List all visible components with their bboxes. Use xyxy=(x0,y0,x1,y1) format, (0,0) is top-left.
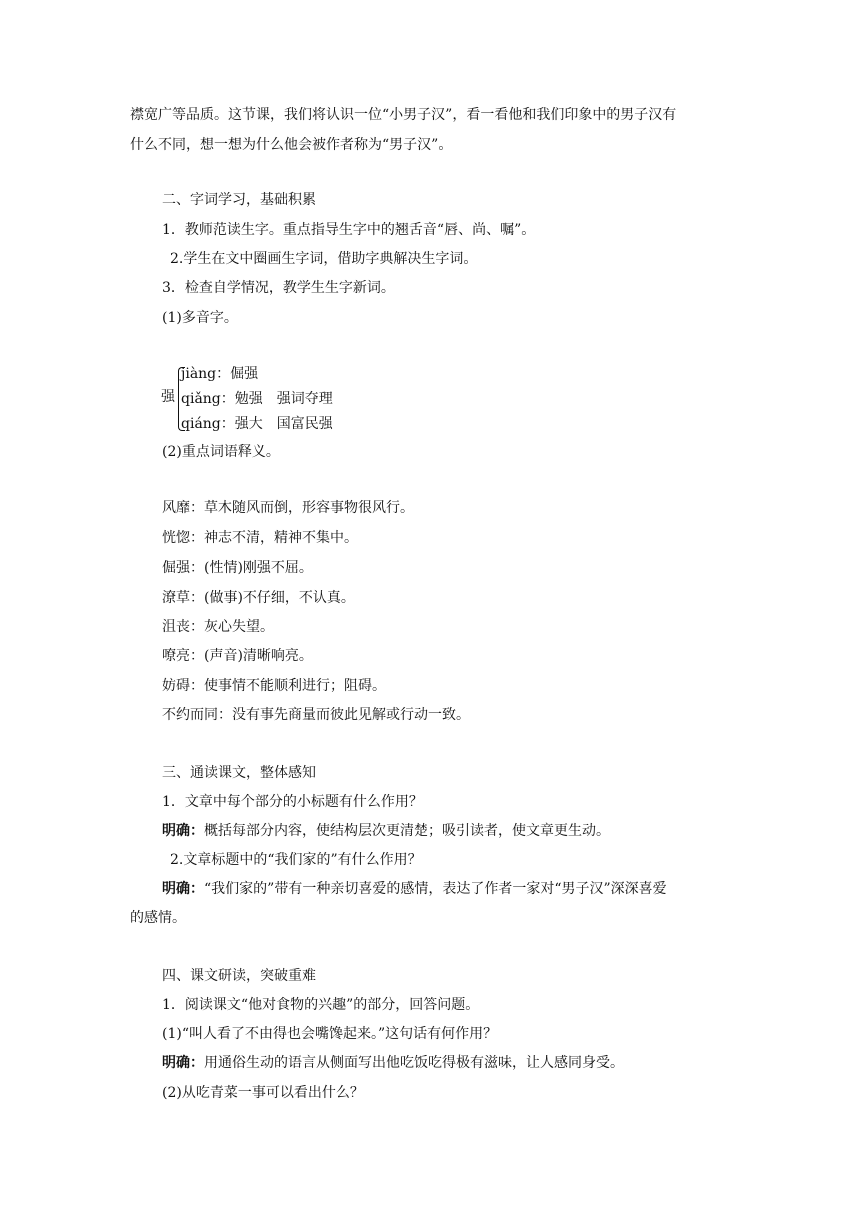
polyphone-reading-3: qiáng：强大 国富民强 xyxy=(181,416,333,432)
sub-question-2: (2)从吃青菜一事可以看出什么？ xyxy=(162,1085,364,1101)
question-1: 1．文章中每个部分的小标题有什么作用？ xyxy=(162,794,423,810)
section-4-heading: 四、课文研读，突破重难 xyxy=(162,968,316,984)
definition-item: 嘹亮：(声音)清晰响亮。 xyxy=(162,648,313,664)
answer-text: 用通俗生动的语言从侧面写出他吃饭吃得极有滋味，让人感同身受。 xyxy=(204,1055,624,1071)
polyphone-reading-1: jiàng：倔强 xyxy=(181,366,259,382)
intro-line-2: 什么不同，想一想为什么他会被作者称为“男子汉”。 xyxy=(130,137,453,153)
definition-item: 妨碍：使事情不能顺利进行；阻碍。 xyxy=(162,678,386,694)
answer-text: 概括每部分内容，使结构层次更清楚；吸引读者，使文章更生动。 xyxy=(204,823,610,839)
question-1: 1．阅读课文“他对食物的兴趣”的部分，回答问题。 xyxy=(162,997,480,1013)
section-2-heading: 二、字词学习，基础积累 xyxy=(162,192,316,208)
question-2: 2.文章标题中的“我们家的”有什么作用？ xyxy=(170,852,422,868)
definition-item: 风靡：草木随风而倒，形容事物很风行。 xyxy=(162,500,414,516)
answer-text: “我们家的”带有一种亲切喜爱的感情，表达了作者一家对“男子汉”深深喜爱 xyxy=(204,881,667,897)
step-3: 3．检查自学情况，教学生生字新词。 xyxy=(162,280,395,296)
step-1: 1．教师范读生字。重点指导生字中的翘舌音“唇、尚、嘱”。 xyxy=(162,222,536,238)
answer-label: 明确： xyxy=(162,823,204,839)
polyphone-reading-2: qiǎng：勉强 强词夺理 xyxy=(181,391,333,407)
answer-1 xyxy=(162,821,610,841)
sub-question-1: (1)“叫人看了不由得也会嘴馋起来。”这句话有何作用？ xyxy=(162,1026,498,1042)
answer-label: 明确： xyxy=(162,881,204,897)
polyphone-character: 强 xyxy=(161,389,175,405)
vocab-subheading: (2)重点词语释义。 xyxy=(162,444,280,460)
step-2: 2.学生在文中圈画生字词，借助字典解决生字词。 xyxy=(170,251,478,267)
definition-item: 恍惚：神志不清，精神不集中。 xyxy=(162,530,358,546)
definition-item: 倔强：(性情)刚强不屈。 xyxy=(162,560,313,576)
answer-2-line-1 xyxy=(162,879,667,899)
definition-item: 潦草：(做事)不仔细，不认真。 xyxy=(162,590,355,606)
section-3-heading: 三、通读课文，整体感知 xyxy=(162,765,316,781)
answer-label: 明确： xyxy=(162,1055,204,1071)
definition-item: 沮丧：灰心失望。 xyxy=(162,619,274,635)
intro-line-1: 襟宽广等品质。这节课，我们将认识一位“小男子汉”，看一看他和我们印象中的男子汉有 xyxy=(130,107,677,123)
polyphone-subheading: (1)多音字。 xyxy=(162,310,238,326)
definition-item: 不约而同：没有事先商量而彼此见解或行动一致。 xyxy=(162,707,470,723)
answer-2-line-2: 的感情。 xyxy=(130,910,186,926)
answer-1 xyxy=(162,1053,624,1073)
